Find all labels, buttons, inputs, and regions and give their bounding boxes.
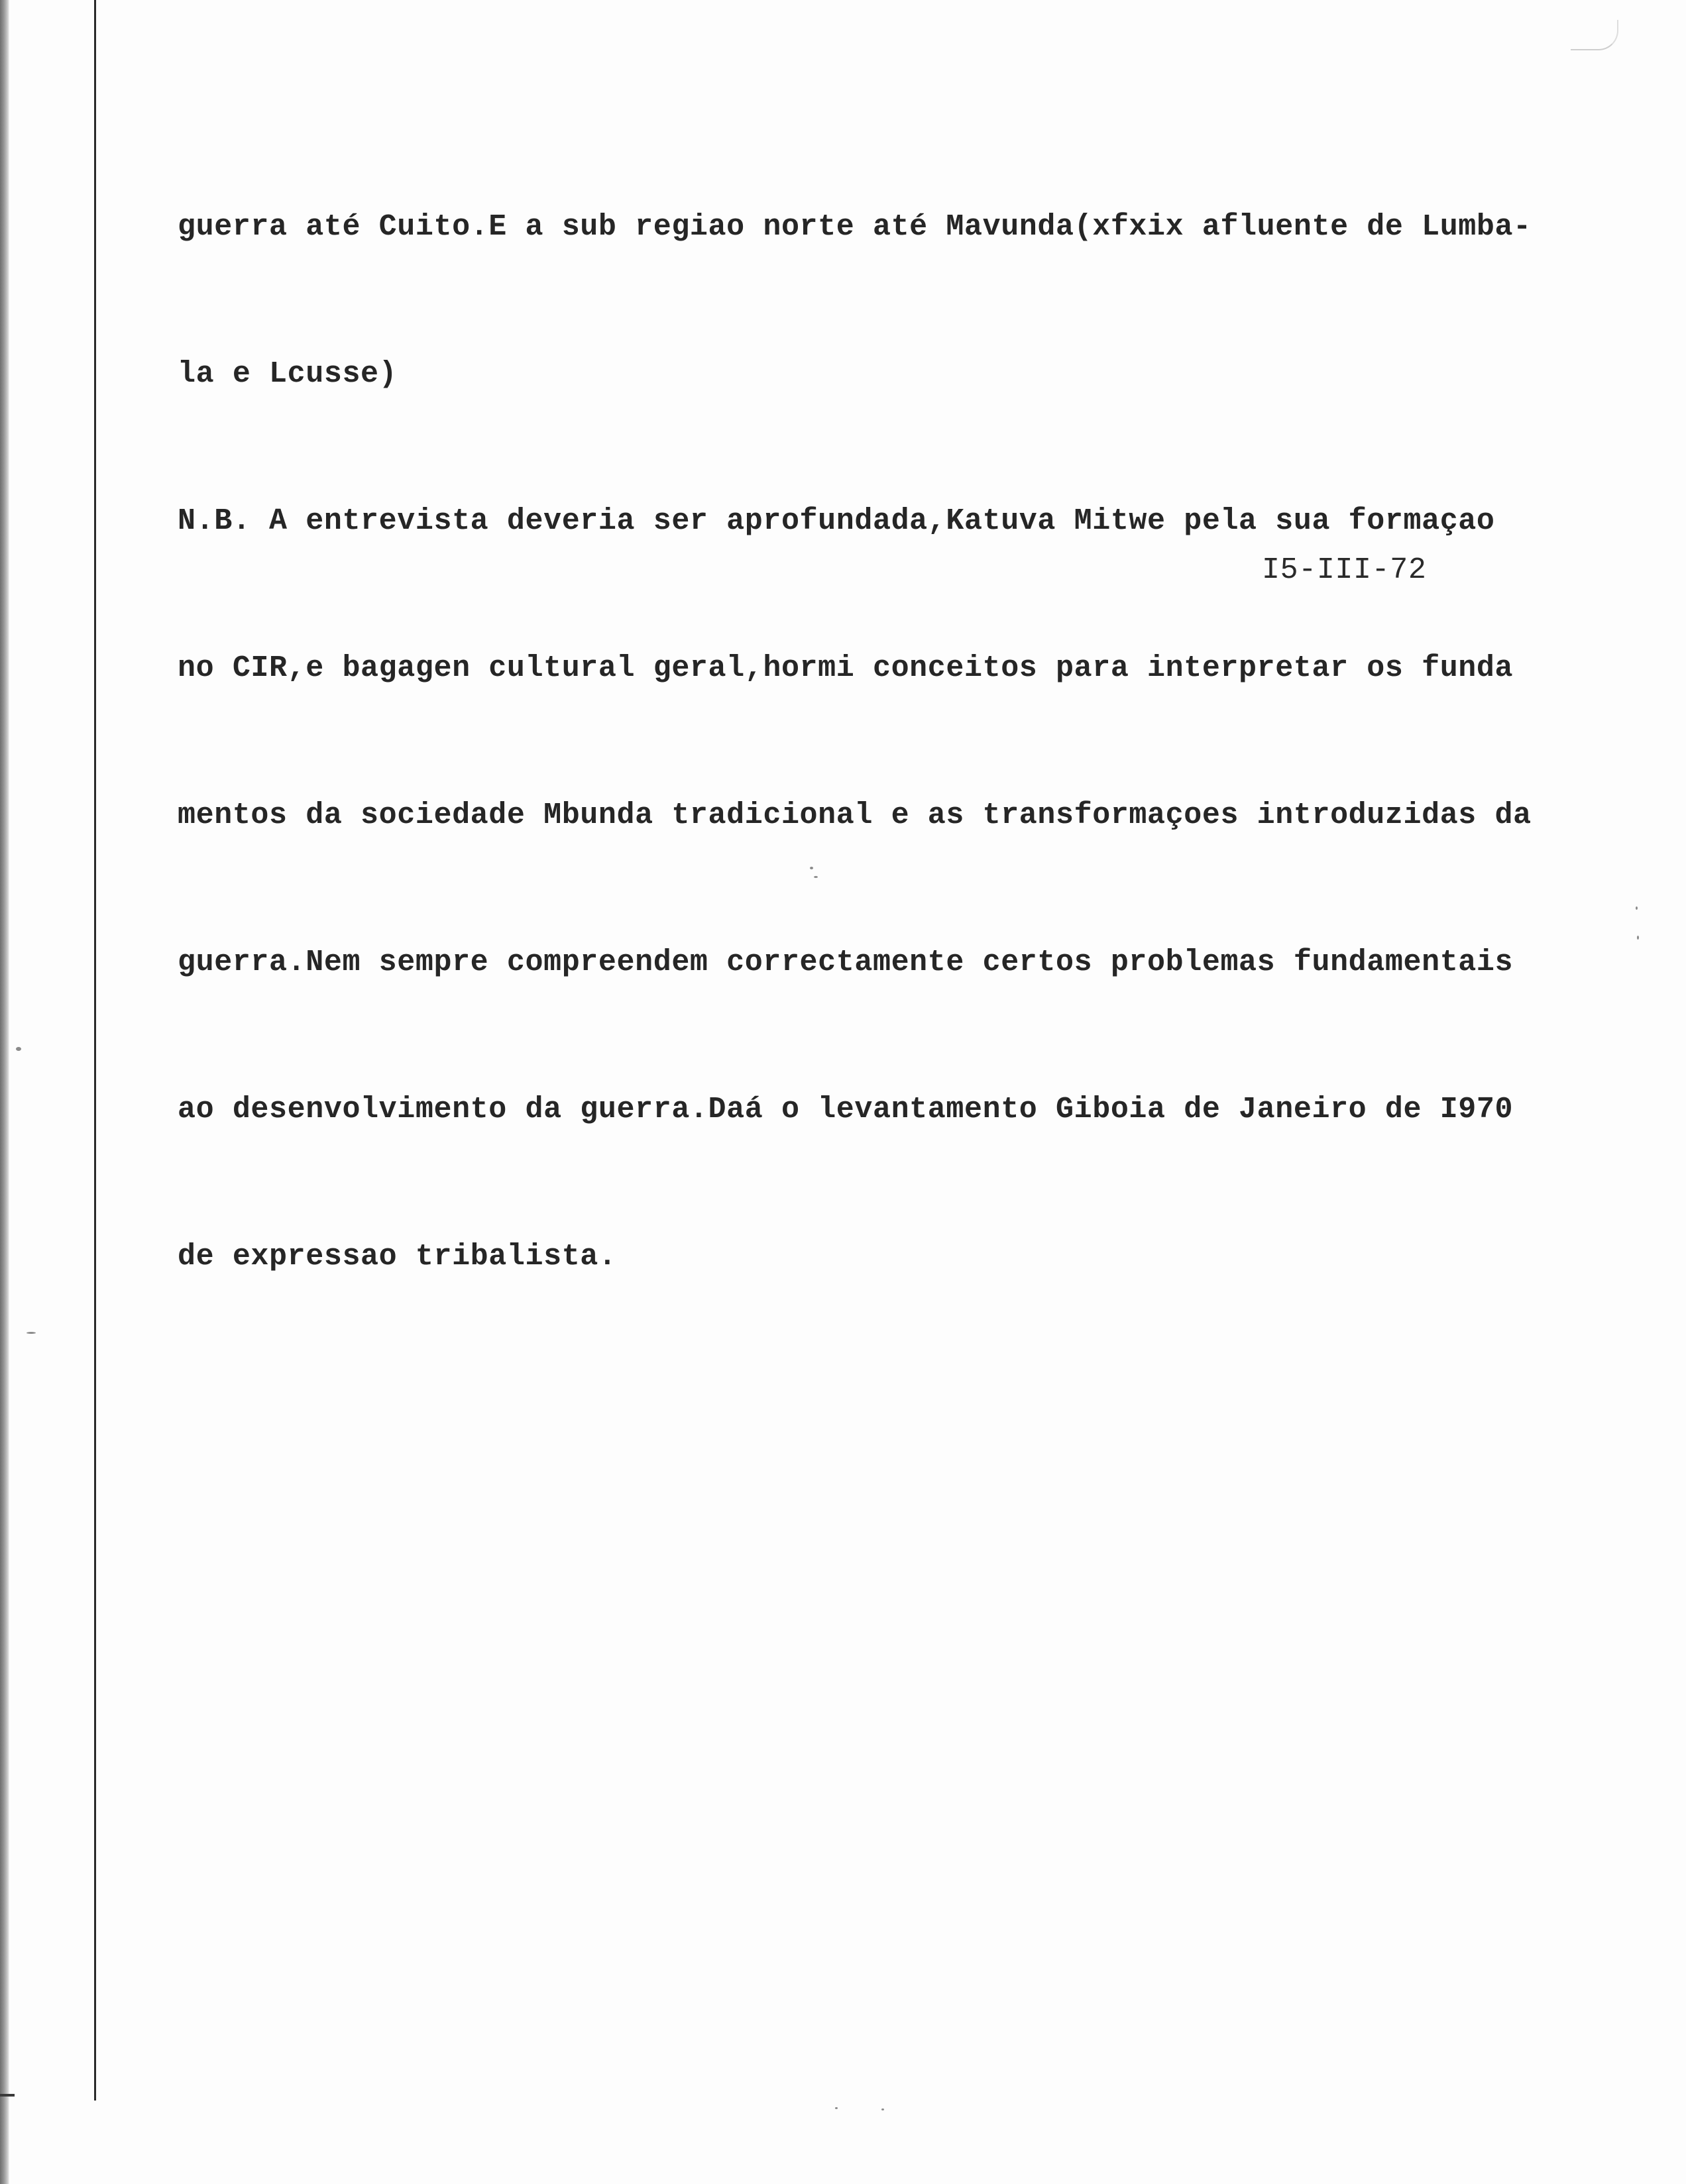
text-line-4: no CIR,e bagagen cultural geral,hormi conceitos para interpretar os funda <box>178 651 1514 685</box>
text-line-2: la e Lcusse) <box>178 357 398 391</box>
scan-speck <box>835 2107 838 2109</box>
scan-speck <box>881 2108 884 2110</box>
page-binding-edge <box>0 0 9 2184</box>
scan-speck <box>16 1047 21 1051</box>
corner-scan-mark <box>1571 20 1618 50</box>
scan-speck <box>814 876 818 878</box>
text-line-6: guerra.Nem sempre compreendem correctamente certos problemas fundamentais <box>178 946 1514 979</box>
text-line-7: ao desenvolvimento da guerra.Daá o levantamento Giboia de Janeiro de I970 <box>178 1093 1514 1126</box>
bottom-edge-mark <box>0 2094 15 2097</box>
scan-speck <box>1636 906 1638 910</box>
text-line-5: mentos da sociedade Mbunda tradicional e as transformaçoes introduzidas da <box>178 798 1532 832</box>
scan-speck <box>27 1332 36 1334</box>
scan-speck <box>810 867 813 869</box>
scan-speck <box>1637 936 1639 940</box>
text-line-1: guerra até Cuito.E a sub regiao norte até Mavunda(xfxix afluente de Lumba- <box>178 210 1532 244</box>
left-margin-rule <box>94 0 96 2101</box>
text-line-3: N.B. A entrevista deveria ser aprofundada,Katuva Mitwe pela sua formaçao <box>178 504 1495 538</box>
text-line-8: de expressao tribalista. <box>178 1240 617 1274</box>
document-date: I5-III-72 <box>1262 553 1427 587</box>
typewritten-body <box>178 105 1636 1380</box>
